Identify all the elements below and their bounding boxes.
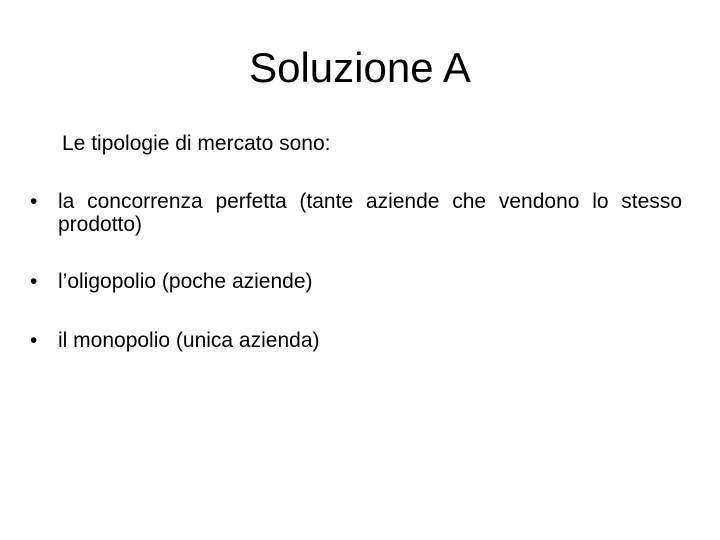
bullet-item (30, 190, 682, 236)
bullet-item (30, 270, 682, 293)
bullet-icon: • (30, 190, 38, 213)
bullet-icon: • (30, 329, 38, 352)
bullet-text: il monopolio (unica azienda) (58, 329, 320, 352)
bullet-icon: • (30, 270, 38, 293)
intro-text: Le tipologie di mercato sono: (62, 132, 331, 155)
bullet-list (30, 190, 682, 386)
bullet-text: la concorrenza perfetta (tante aziende che vendono lo stesso prodotto) (58, 190, 682, 236)
slide-title: Soluzione A (249, 44, 471, 91)
bullet-item (30, 329, 682, 352)
bullet-text: l’oligopolio (poche aziende) (58, 270, 313, 293)
